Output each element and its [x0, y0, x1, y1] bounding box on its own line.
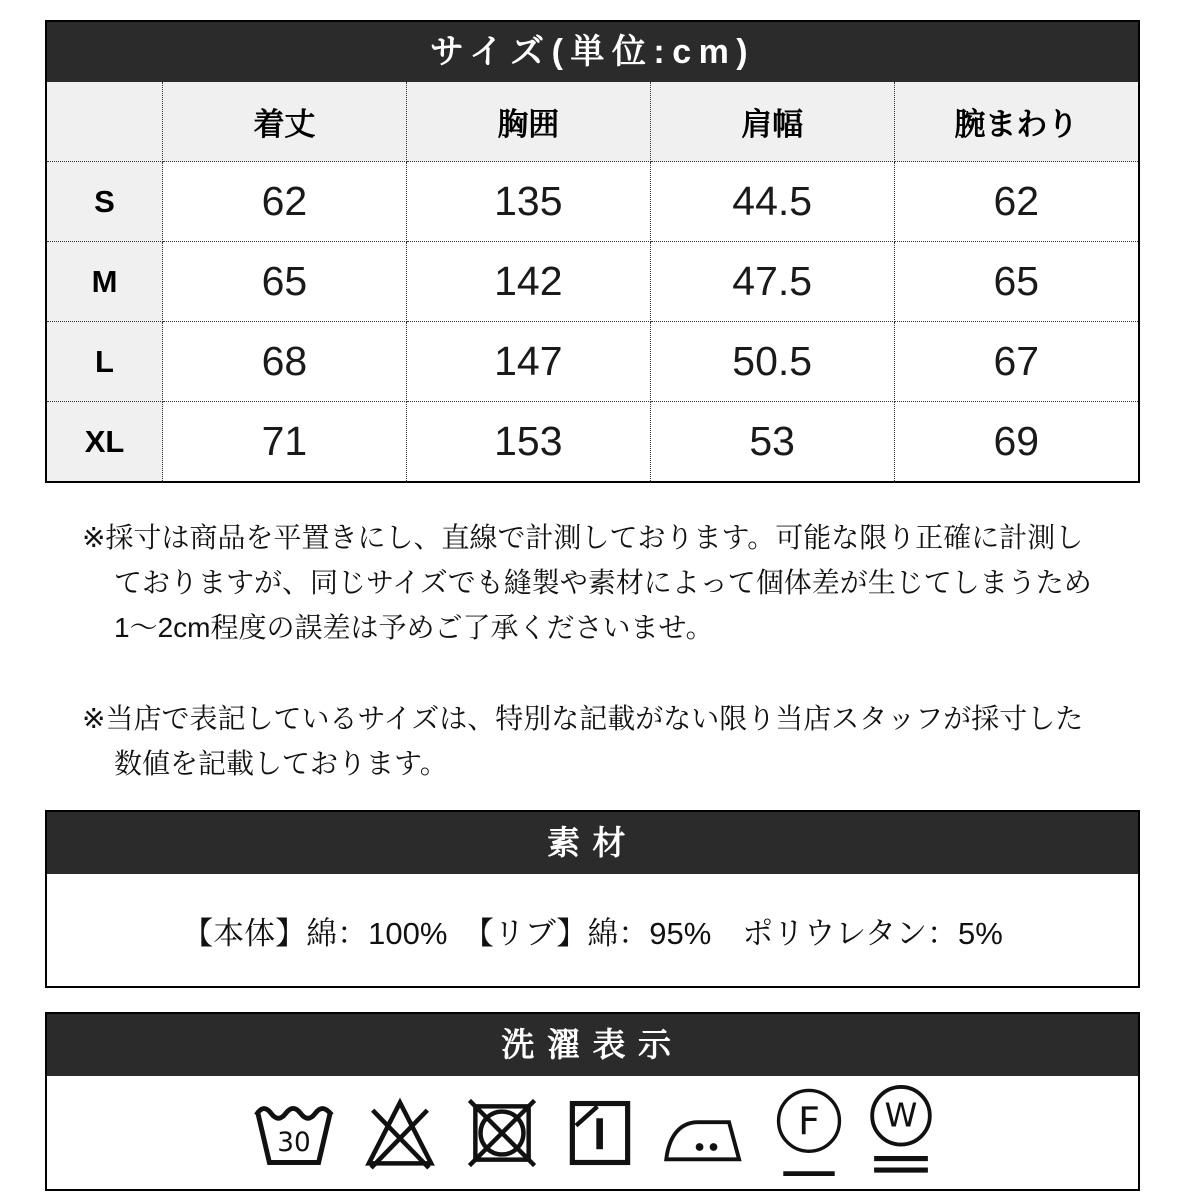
note-line: ておりますが、同じサイズでも縫製や素材によって個体差が生じてしまうため [114, 567, 1092, 598]
line-dry-in-shade-icon [565, 1096, 635, 1170]
size-table-title: サイズ(単位:cm) [47, 22, 1138, 82]
svg-text:W: W [884, 1095, 917, 1135]
table-row-s [47, 162, 1138, 242]
column-header-shoulder: 肩幅 [650, 82, 894, 162]
measurement-cell: 67 [894, 322, 1138, 402]
measurement-cell: 71 [163, 402, 407, 482]
measurement-cell: 44.5 [650, 162, 894, 242]
corner-cell [47, 82, 163, 162]
material-section [45, 810, 1140, 988]
measurement-cell: 47.5 [650, 242, 894, 322]
measurement-cell: 69 [894, 402, 1138, 482]
measurement-cell: 142 [406, 242, 650, 322]
column-header-length: 着丈 [163, 82, 407, 162]
note-line: 数値を記載しております。 [114, 748, 448, 779]
wet-clean-very-gentle-icon [869, 1085, 933, 1181]
material-text: 【本体】綿：100% 【リブ】綿：95% ポリウレタン：5% [182, 915, 1003, 951]
note-line: ※採寸は商品を平置きにし、直線で計測しております。可能な限り正確に計測し [82, 522, 1084, 553]
measurement-cell: 62 [894, 162, 1138, 242]
measurement-cell: 68 [163, 322, 407, 402]
laundry-section [45, 1012, 1140, 1191]
note-line: 1〜2cm程度の誤差は予めご了承くださいませ。 [114, 612, 714, 643]
measurement-note [82, 515, 1160, 650]
measurement-cell: 135 [406, 162, 650, 242]
size-label: M [47, 242, 163, 322]
material-title: 素材 [47, 812, 1138, 874]
measurement-cell: 62 [163, 162, 407, 242]
header-row [47, 82, 1138, 162]
column-header-chest: 胸囲 [406, 82, 650, 162]
size-table [45, 20, 1140, 483]
size-label: L [47, 322, 163, 402]
measurement-cell: 50.5 [650, 322, 894, 402]
svg-text:F: F [797, 1098, 820, 1143]
column-header-arm: 腕まわり [894, 82, 1138, 162]
size-policy-note [82, 696, 1160, 786]
table-row-xl [47, 402, 1138, 482]
measurement-cell: 153 [406, 402, 650, 482]
laundry-icons [47, 1076, 1138, 1189]
svg-text:30: 30 [276, 1127, 311, 1158]
size-label: S [47, 162, 163, 242]
do-not-bleach-icon [361, 1095, 439, 1171]
measurement-cell: 65 [894, 242, 1138, 322]
table-row-m [47, 242, 1138, 322]
measurement-cell: 53 [650, 402, 894, 482]
table-row-l [47, 322, 1138, 402]
measurement-cell: 147 [406, 322, 650, 402]
size-table-grid [47, 82, 1138, 481]
note-line: ※当店で表記しているサイズは、特別な記載がない限り当店スタッフが採寸した [82, 703, 1084, 734]
iron-medium-two-dots-icon [661, 1102, 749, 1164]
measurement-cell: 65 [163, 242, 407, 322]
dry-clean-f-gentle-icon [775, 1087, 843, 1179]
do-not-tumble-dry-icon [465, 1096, 539, 1170]
laundry-title: 洗濯表示 [47, 1014, 1138, 1076]
wash-30-icon [253, 1100, 335, 1166]
size-label: XL [47, 402, 163, 482]
